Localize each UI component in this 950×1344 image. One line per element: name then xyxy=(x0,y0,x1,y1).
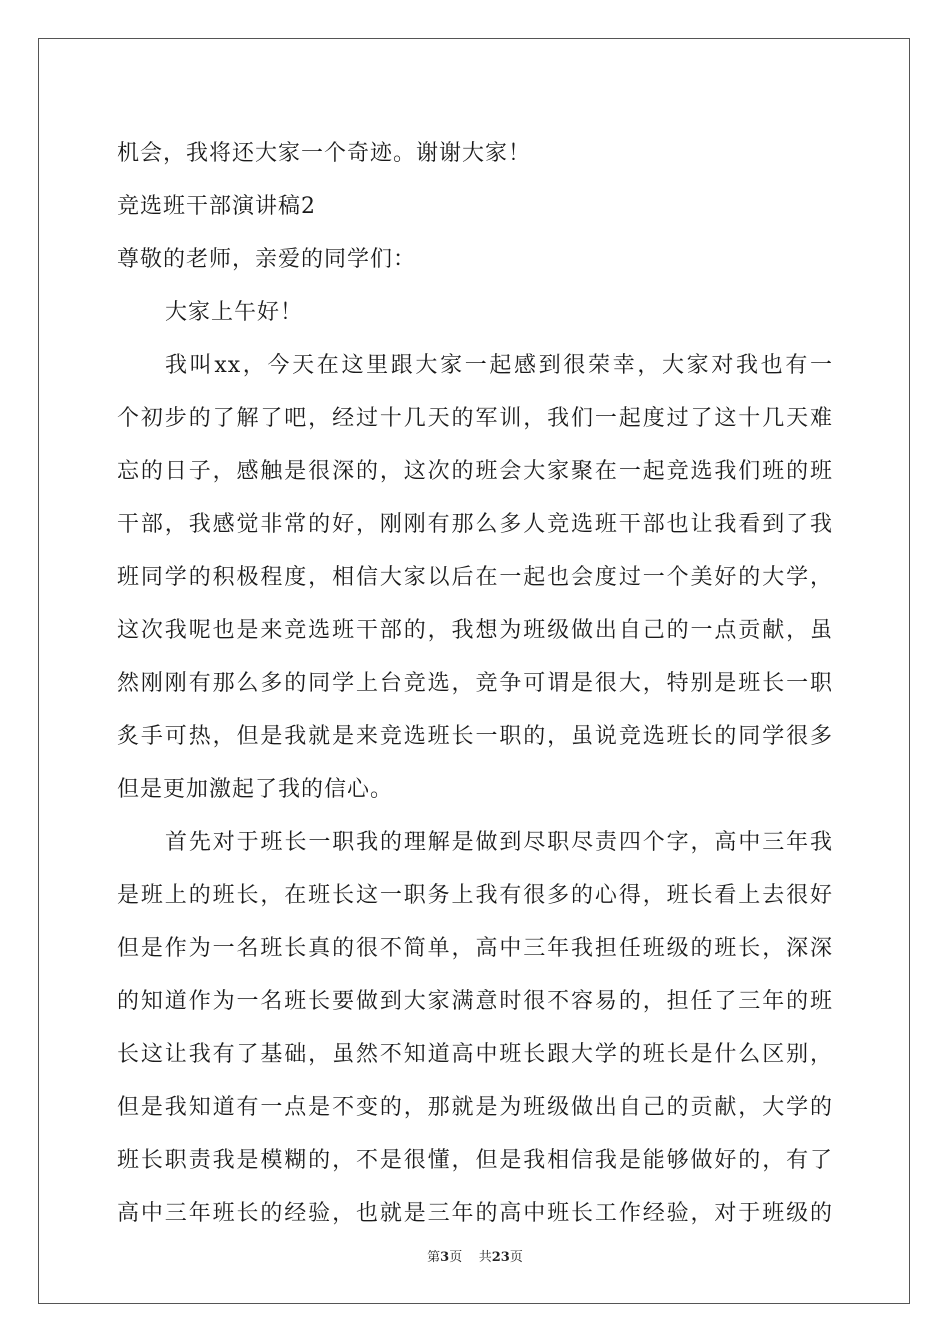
paragraph-line: 但是作为一名班长真的很不简单，高中三年我担任班级的班长，深深 xyxy=(117,936,833,961)
paragraph-line: 忘的日子，感触是很深的，这次的班会大家聚在一起竞选我们班的班 xyxy=(117,459,833,484)
total-suffix: 页 xyxy=(509,1250,523,1265)
paragraph-line: 的知道作为一名班长要做到大家满意时很不容易的，担任了三年的班 xyxy=(117,989,833,1014)
page-footer xyxy=(0,1246,950,1265)
document-body xyxy=(117,127,833,1240)
paragraph-line: 班长职责我是模糊的，不是很懂，但是我相信我是能够做好的，有了 xyxy=(117,1148,833,1173)
paragraph-line: 我叫xx，今天在这里跟大家一起感到很荣幸，大家对我也有一 xyxy=(165,353,833,378)
page-suffix: 页 xyxy=(449,1250,463,1265)
paragraph-line: 但是更加激起了我的信心。 xyxy=(117,777,394,802)
paragraph-line: 班同学的积极程度，相信大家以后在一起也会度过一个美好的大学， xyxy=(117,565,833,590)
greeting: 大家上午好！ xyxy=(165,300,304,325)
page-number: 3 xyxy=(440,1250,450,1265)
total-pages: 23 xyxy=(491,1250,510,1265)
page-prefix: 第 xyxy=(427,1250,441,1265)
paragraph-line: 干部，我感觉非常的好，刚刚有那么多人竞选班干部也让我看到了我 xyxy=(117,512,833,537)
paragraph-line: 然刚刚有那么多的同学上台竞选，竞争可谓是很大，特别是班长一职 xyxy=(117,671,833,696)
paragraph-line: 是班上的班长，在班长这一职务上我有很多的心得，班长看上去很好 xyxy=(117,883,833,908)
salutation: 尊敬的老师，亲爱的同学们： xyxy=(117,247,417,272)
paragraph-line: 首先对于班长一职我的理解是做到尽职尽责四个字，高中三年我 xyxy=(165,830,833,855)
paragraph-line: 这次我呢也是来竞选班干部的，我想为班级做出自己的一点贡献，虽 xyxy=(117,618,833,643)
section-heading: 竞选班干部演讲稿2 xyxy=(117,194,316,219)
paragraph-line: 炙手可热，但是我就是来竞选班长一职的，虽说竞选班长的同学很多 xyxy=(117,724,833,749)
total-prefix: 共 xyxy=(478,1250,492,1265)
paragraph-line: 但是我知道有一点是不变的，那就是为班级做出自己的贡献，大学的 xyxy=(117,1095,833,1120)
paragraph-line: 高中三年班长的经验，也就是三年的高中班长工作经验，对于班级的 xyxy=(117,1201,833,1226)
paragraph-line: 长这让我有了基础，虽然不知道高中班长跟大学的班长是什么区别， xyxy=(117,1042,833,1067)
paragraph-line: 个初步的了解了吧，经过十几天的军训，我们一起度过了这十几天难 xyxy=(117,406,833,431)
text-line: 机会，我将还大家一个奇迹。谢谢大家！ xyxy=(117,141,532,166)
